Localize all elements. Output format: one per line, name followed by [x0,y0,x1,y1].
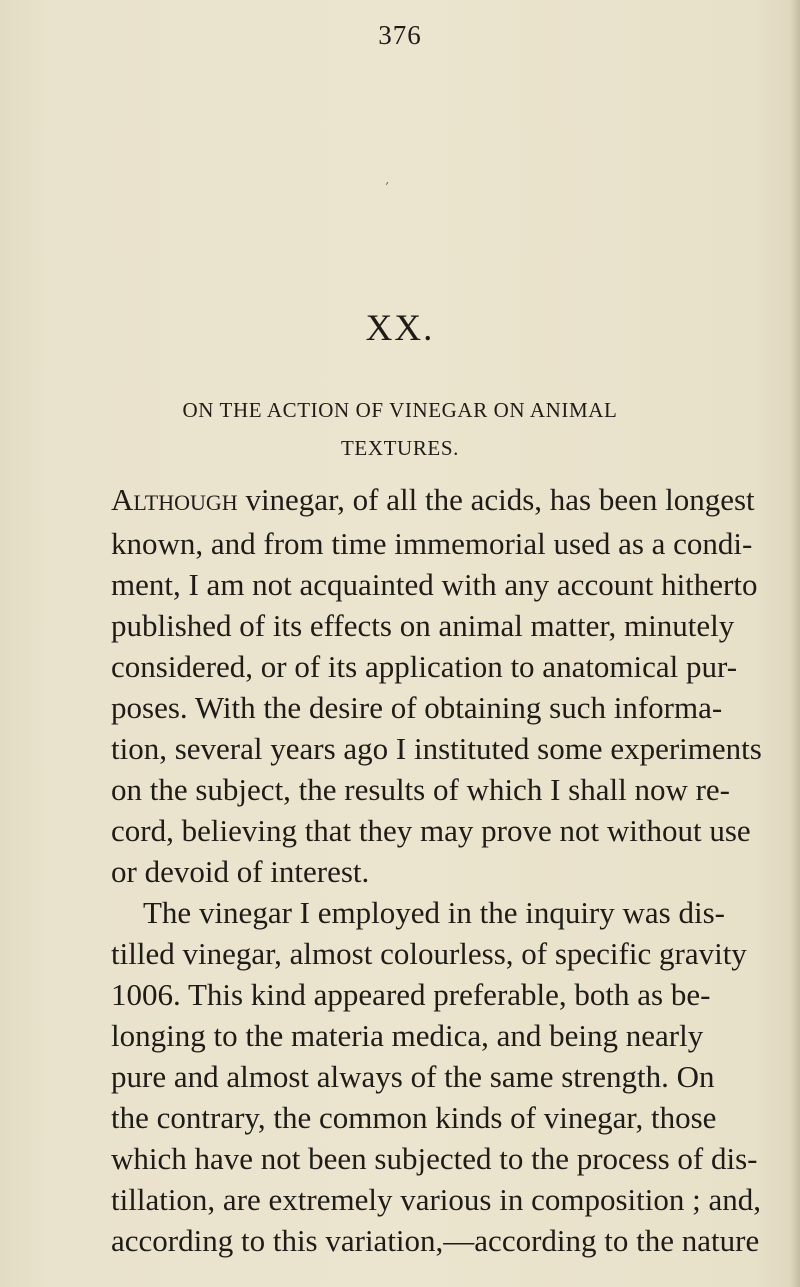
ink-speck-mark: ′ [381,179,390,196]
page-number: 376 [378,20,422,50]
paragraph-1-line-5: considered, or of its application to anatomical pur- [111,649,738,684]
chapter-title-line-2: TEXTURES. [341,436,459,460]
paragraph-1-line-3: ment, I am not acquainted with any account hitherto [111,567,758,602]
paragraph-1-line-6: poses. With the desire of obtaining such informa- [111,690,723,725]
paragraph-2-line-3: 1006. This kind appeared preferable, both as be- [111,977,711,1012]
paragraph-1-line-7: tion, several years ago I instituted some experiments [111,731,762,766]
paragraph-1-line-2: known, and from time immemorial used as a condi- [111,526,753,561]
paragraph-1-line-10: or devoid of interest. [111,854,370,889]
page-edge-shadow [790,0,800,1287]
paragraph-2-line-6: the contrary, the common kinds of vinegar, those [111,1100,717,1135]
paragraph-2-line-5: pure and almost always of the same strength. On [111,1059,715,1094]
drop-word: Although [111,482,238,517]
paragraph-1-line-1: Although vinegar, of all the acids, has been longest [111,482,755,517]
paragraph-2-line-4: longing to the materia medica, and being nearly [111,1018,704,1053]
chapter-numeral: XX. [365,308,435,349]
paragraph-2-line-9: according to this variation,—according to the nature [111,1223,760,1258]
paragraph-2-line-2: tilled vinegar, almost colourless, of specific gravity [111,936,747,971]
chapter-title-line-1: ON THE ACTION OF VINEGAR ON ANIMAL [182,398,618,422]
paragraph-1-line-4: published of its effects on animal matter, minutely [111,608,735,643]
paragraph-2-line-1: The vinegar I employed in the inquiry was dis- [143,895,725,930]
paragraph-1-line-8: on the subject, the results of which I shall now re- [111,772,730,807]
paragraph-1-line-9: cord, believing that they may prove not without use [111,813,751,848]
paragraph-2-line-8: tillation, are extremely various in composition ; and, [111,1182,761,1217]
paragraph-2-line-7: which have not been subjected to the process of dis- [111,1141,758,1176]
